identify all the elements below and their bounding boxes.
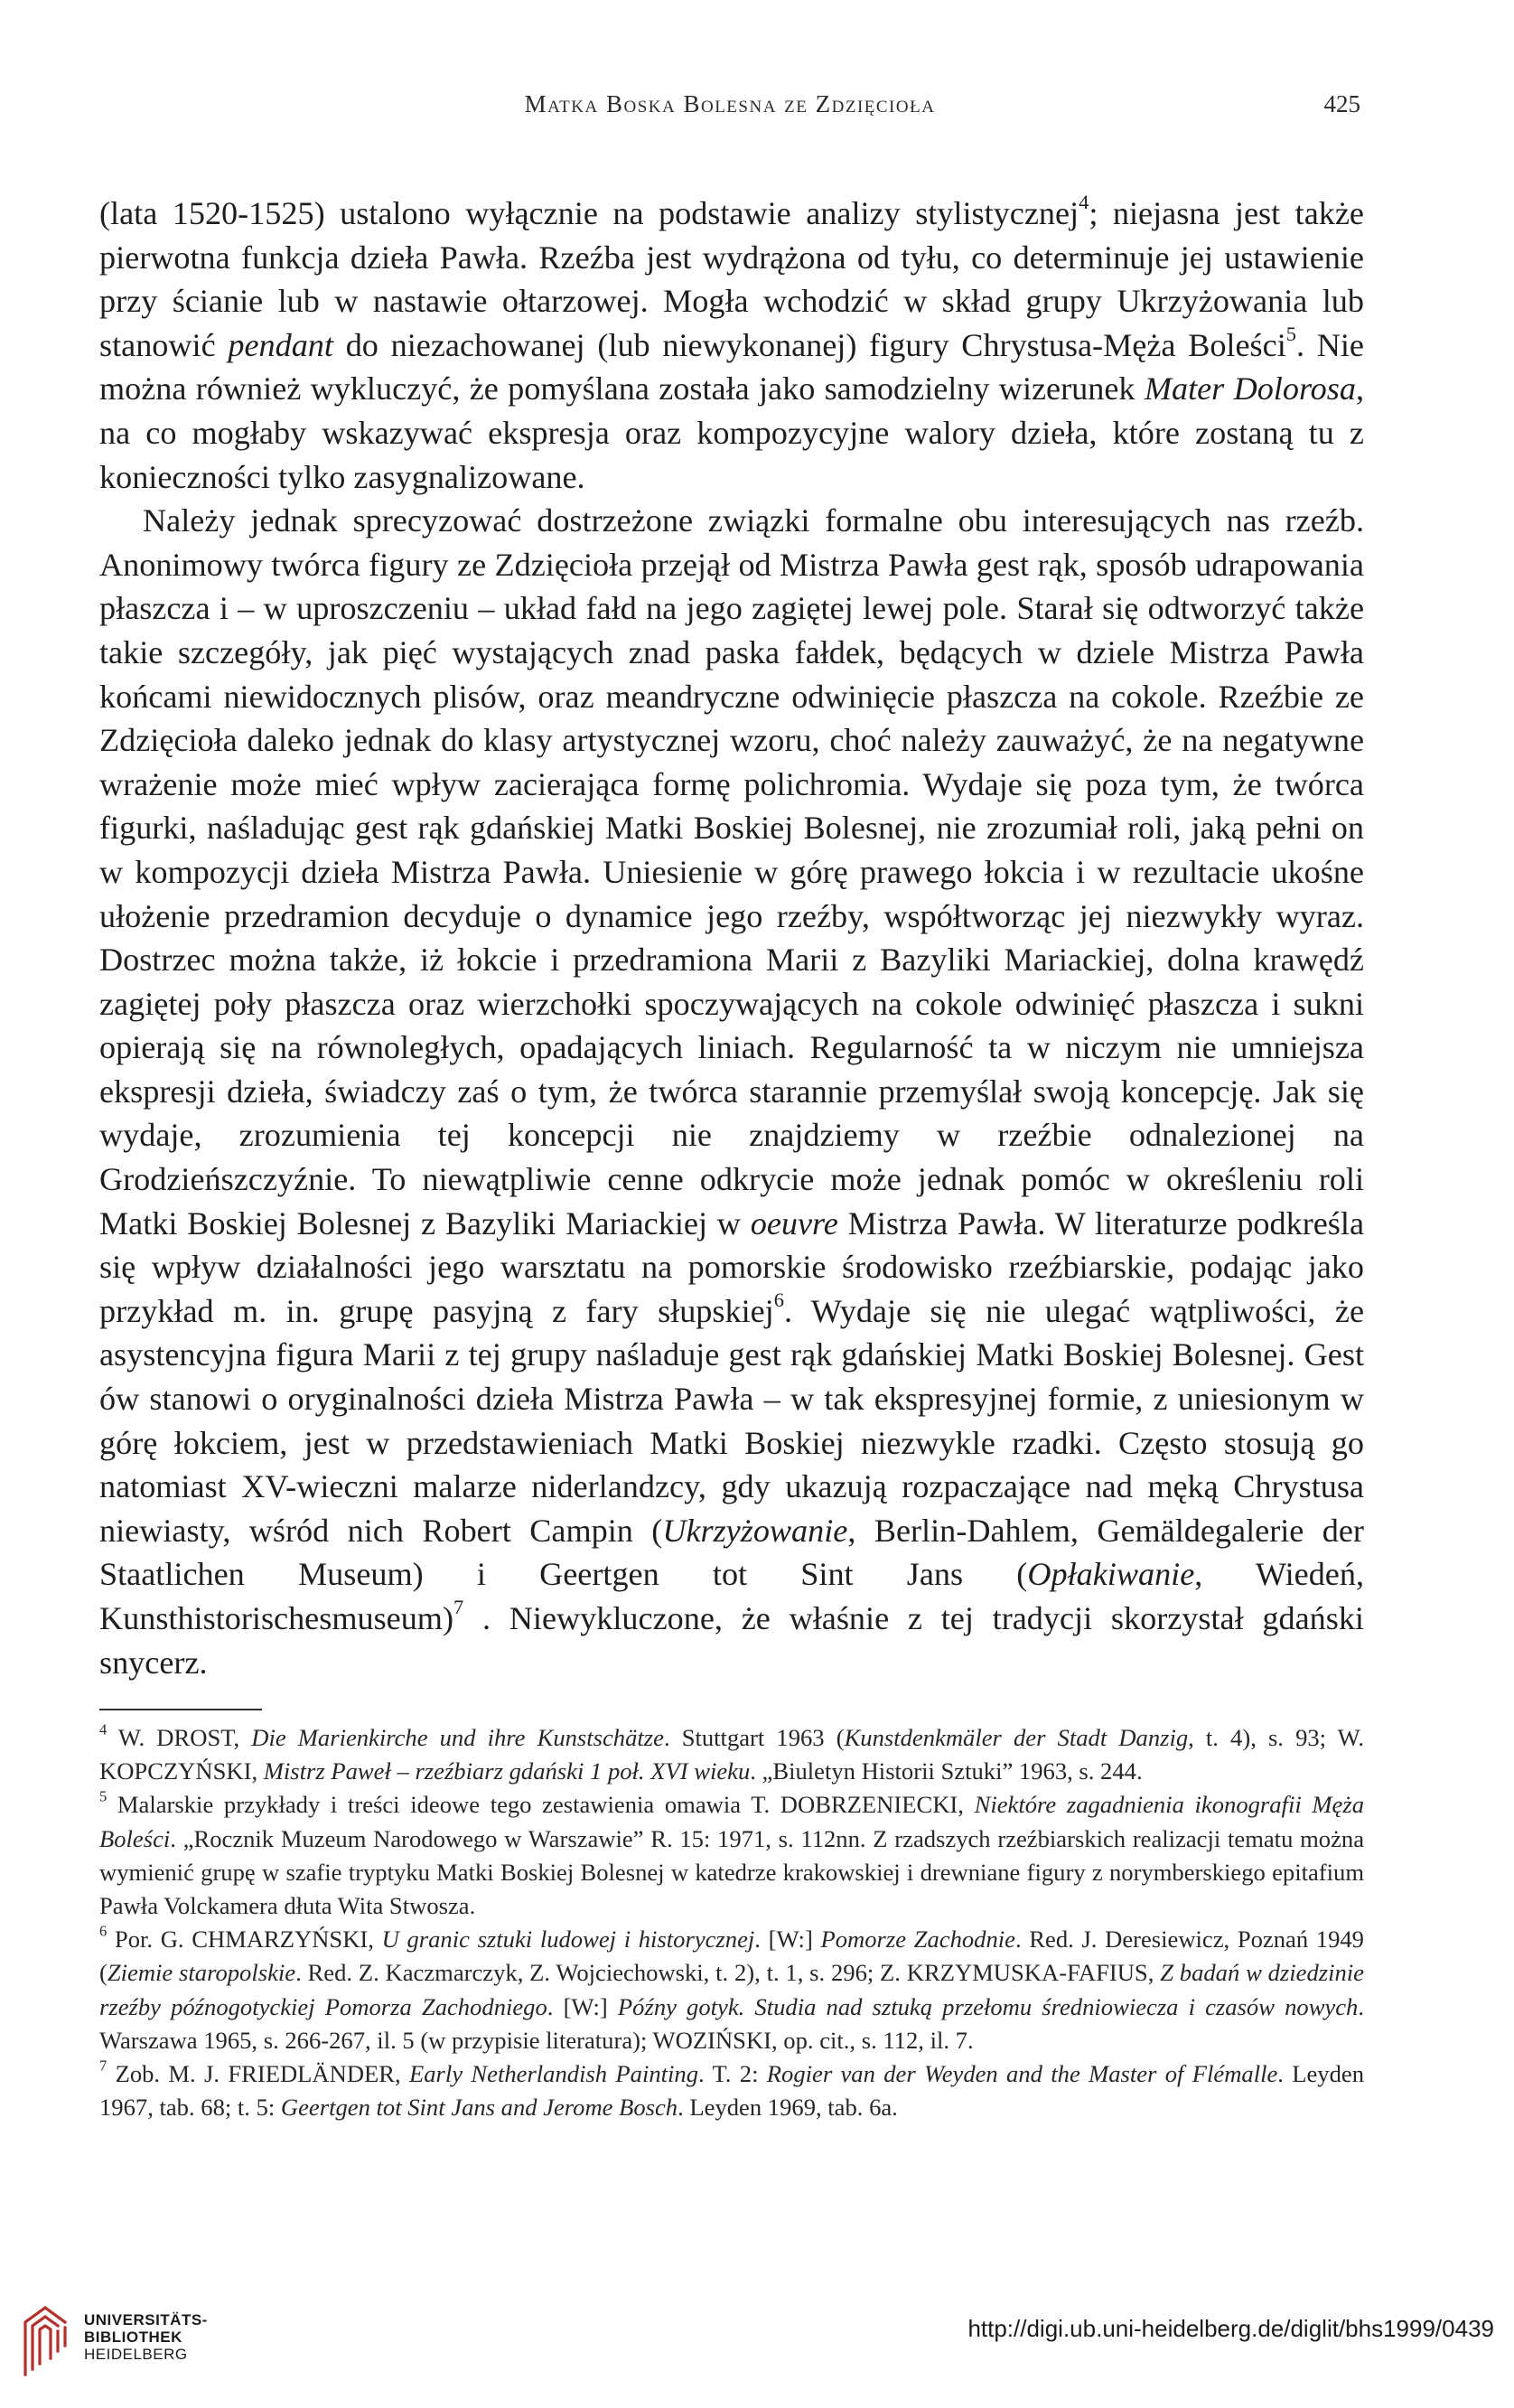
footnote-6 [99,1923,1364,2057]
source-url-link[interactable]: http://digi.ub.uni-heidelberg.de/diglit/bhs1999/0439 [967,2315,1494,2342]
footnotes [99,1721,1364,2124]
text-run: . „Rocznik Muzeum Narodowego w Warszawie” R. 15: 1971, s. 112nn. Z rzadszych rzeźbiarskich realizacji tematu można wymienić grupę w szafie tryptyku Matki Boskiej Bolesnej w katedrze krakowskiej i drewniane figury z norymberskiego epitafium Pawła Volckamera dłuta Wita Stwosza. [99,1824,1364,1920]
library-name-line: UNIVERSITÄTS- [84,2311,208,2328]
running-head-title: Matka Boska Bolesna ze Zdzięcioła [524,90,936,117]
body-text [99,192,1364,1684]
text-run: . T. 2: [698,2060,767,2088]
text-run: . „Biuletyn Historii Sztuki” 1963, s. 244. [750,1757,1143,1785]
page-number: 425 [1323,90,1360,117]
italic-term-oplakiwanie: Opłakiwanie [1027,1556,1195,1593]
library-name-line: BIBLIOTHEK [84,2328,182,2346]
italic-title: Pomorze Zachodnie [820,1925,1015,1954]
paragraph-2 [99,499,1364,1684]
italic-title: Rogier van der Weyden and the Master of Flémalle [766,2060,1278,2088]
text-run: . Nie można również wykluczyć, że pomyślana została jako samodzielny wizerunek [99,326,1364,408]
text-run: Należy jednak sprecyzować dostrzeżone związki formalne obu interesujących nas rzeźb. Anonimowy twórca figury ze Zdzięcioła przejął od Mistrza Pawła gest rąk, sposób udrapowania płaszcza i – w uproszczeniu – układ fałd na jego zagiętej lewej pole. Starał się odtworzyć także takie szczegóły, jak pięć wystających znad paska fałdek, będących w dziele Mistrza Pawła końcami niewidocznych plisów, oraz meandryczne odwinięcie płaszcza na cokole. Rzeźbie ze Zdzięcioła daleko jednak do klasy artystycznej wzoru, choć należy zauważyć, że na negatywne wrażenie może mieć wpływ zacierająca formę polichromia. Wydaje się poza tym, że twórca figurki, naśladując gest rąk gdańskiej Matki Boskiej Bolesnej, nie zrozumiał roli, jaką pełni on w kompozycji dzieła Mistrza Pawła. Uniesienie w górę prawego łokcia i w rezultacie ukośne ułożenie przedramion decyduje o dynamice jego rzeźby, współtworząc jej niezwykły wyraz. Dostrzec można także, iż łokcie i przedramiona Marii z Bazyliki Mariackiej, dolna krawędź zagiętej poły płaszcza oraz wierzchołki spoczywających na cokole odwinięć płaszcza i sukni opierają się na równoległych, opadających liniach. Regularność ta w niczym nie umniejsza ekspresji dzieła, świadczy zaś o tym, że twórca starannie przemyślał swoją koncepcję. Jak się wydaje, zrozumienia tej koncepcji nie znajdziemy w rzeźbie odnalezionej na Grodzieńszczyźnie. To niewątpliwie cenne odkrycie może jednak pomóc w określeniu roli Matki Boskiej Bolesnej z Bazyliki Mariackiej w [99,502,1364,1241]
text-run: Zob. M. J. FRIEDLÄNDER, [107,2060,409,2088]
text-run: ; niejasna jest także pierwotna funkcja dzieła Pawła. Rzeźba jest wydrążona od tyłu, co determinuje jej ustawienie przy ścianie lub w nastawie ołtarzowej. Mogła wchodzić w skład grupy Ukrzyżowania lub stanowić [99,195,1364,363]
footnote-number: 4 [99,1720,107,1738]
italic-title: Późny gotyk. Studia nad sztuką przełomu średniowiecza i czasów nowych [617,1992,1359,2020]
text-run: . Leyden 1969, tab. 6a. [678,2094,898,2122]
footnote-7 [99,2057,1364,2124]
footnote-number: 5 [99,1788,107,1806]
italic-title: Kunstdenkmäler der Stadt Danzig [844,1724,1189,1751]
text-run: . Niewykluczone, że właśnie z tej tradycji skorzystał gdański snycerz. [99,1600,1364,1681]
text-run: do niezachowanej (lub niewykonanej) figury Chrystusa-Męża Boleści [332,326,1286,363]
footnote-number: 6 [99,1922,107,1940]
text-run: , Berlin-Dahlem, Gemäldegalerie der Staatlichen Museum) i Geertgen tot Sint Jans ( [99,1512,1364,1593]
text-run: . Wydaje się nie ulegać wątpliwości, że asystencyjna figura Marii z tej grupy naśladuje gest rąk gdańskiej Matki Boskiej Bolesnej. Gest ów stanowi o oryginalności dzieła Mistrza Pawła – w tak ekspresyjnej formie, z uniesionym w górę łokciem, jest w przedstawieniach Matki Boskiej niezwykle rzadki. Często stosują go natomiast XV-wieczni malarze niderlandzcy, gdy ukazują rozpaczające nad męką Chrystusa niewiasty, wśród nich Robert Campin ( [99,1292,1365,1549]
italic-title: Early Netherlandish Painting [409,2060,699,2088]
text-run: Mistrza Pawła. W literaturze podkreśla się wpływ działalności jego warsztatu na pomorskie środowisko rzeźbiarskie, podając jako przykład m. in. grupę pasyjną z fary słupskiej [99,1204,1364,1329]
library-name [84,2311,208,2363]
italic-term-pendant: pendant [228,326,333,363]
text-run: . Stuttgart 1963 ( [663,1724,845,1751]
text-run: . Warszawa 1965, s. 266-267, il. 5 (w przypisie literatura); WOZIŃSKI, op. cit., s. 112, il. 7. [99,1992,1364,2054]
footnote-ref-5[interactable]: 5 [1285,322,1296,345]
paragraph-1 [99,192,1364,499]
italic-title: Z badań w dziedzinie rzeźby późnogotyckiej Pomorza Zachodniego [99,1959,1364,2020]
footnote-ref-4[interactable]: 4 [1079,191,1089,214]
text-run: . Red. Z. Kaczmarczyk, Z. Wojciechowski, t. 2), t. 1, s. 296; Z. KRZYMUSKA-FAFIUS, [295,1959,1161,1987]
text-run: W. DROST, [107,1724,252,1751]
text-run: (lata 1520-1525) ustalono wyłącznie na podstawie analizy stylistycznej [99,195,1079,231]
text-run: Por. G. CHMARZYŃSKI, [107,1925,382,1954]
italic-title: Mistrz Paweł – rzeźbiarz gdański 1 poł. XVI wieku [263,1757,751,1785]
text-run: . [W:] [754,1925,821,1954]
text-run: , t. 4), s. 93; W. KOPCZYŃSKI, [99,1724,1364,1785]
italic-title: U granic sztuki ludowej i historycznej [381,1925,755,1954]
footnote-separator [99,1709,262,1710]
footnote-ref-7[interactable]: 7 [453,1596,464,1619]
running-head [99,90,1360,126]
italic-term-oeuvre: oeuvre [750,1204,838,1241]
text-run: . Red. J. Deresiewicz, Poznań 1949 ( [99,1925,1364,1987]
italic-term-mater-dolorosa: Mater Dolorosa [1144,370,1356,408]
text-run: , Wiedeń, Kunsthistorischesmuseum) [99,1556,1364,1636]
library-logo-icon [18,2295,72,2381]
text-run: , na co mogłaby wskazywać ekspresja oraz kompozycyjne walory dzieła, które zostaną tu z konieczności tylko zasygnalizowane. [99,370,1364,495]
text-run: . Leyden 1967, tab. 68; t. 5: [99,2060,1364,2122]
text-run: . [W:] [547,1992,618,2020]
italic-title: Niektóre zagadnienia ikonografii Męża Boleści [99,1791,1364,1852]
text-run: Malarskie przykłady i treści ideowe tego zestawienia omawia T. DOBRZENIECKI, [107,1791,975,1819]
italic-title: Die Marienkirche und ihre Kunstschätze [251,1724,664,1751]
footnote-ref-6[interactable]: 6 [773,1288,784,1312]
italic-title: Ziemie staropolskie [107,1959,296,1987]
digitization-footer [0,2286,1514,2385]
italic-term-ukrzyzowanie: Ukrzyżowanie [662,1512,848,1549]
footnote-5 [99,1788,1364,1923]
footnote-4 [99,1721,1364,1788]
library-name-line: HEIDELBERG [84,2346,188,2363]
italic-title: Geertgen tot Sint Jans and Jerome Bosch [280,2094,678,2122]
footnote-number: 7 [99,2057,107,2075]
